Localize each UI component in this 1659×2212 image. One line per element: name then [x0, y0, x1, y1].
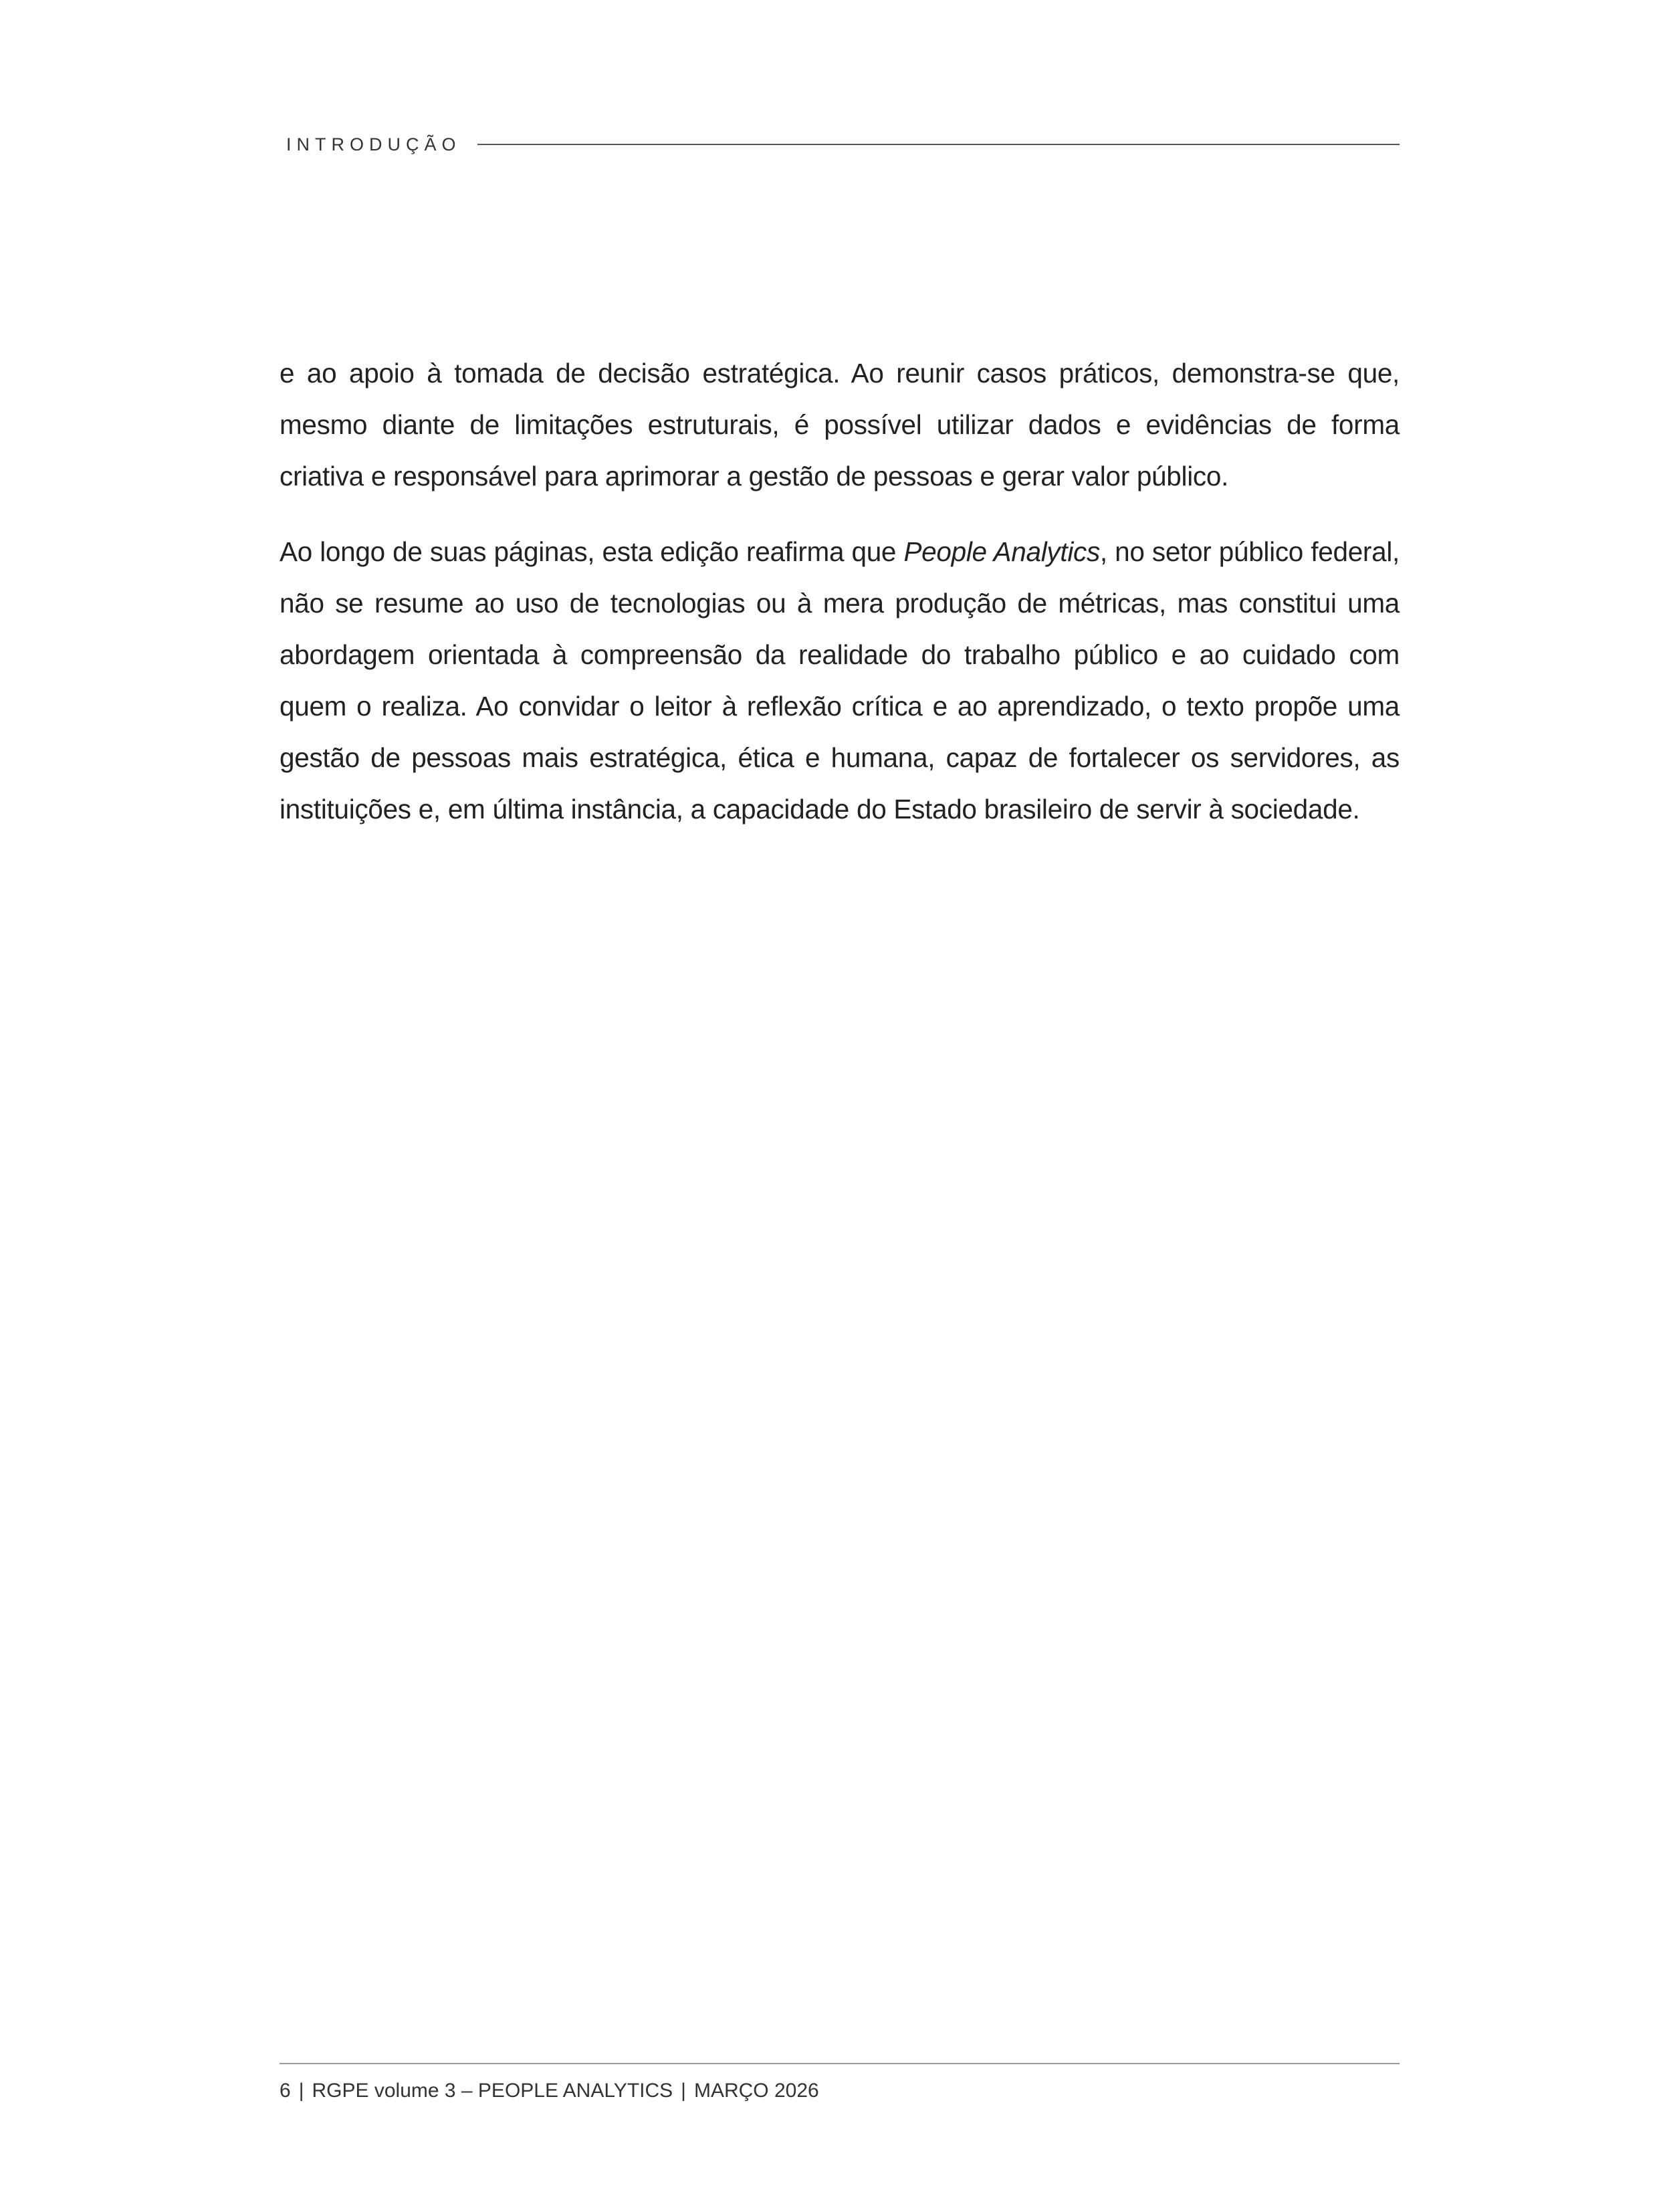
- paragraph-2-start: Ao longo de suas páginas, esta edição reafirma que: [280, 536, 904, 567]
- header-divider: [477, 144, 1400, 145]
- body-text: [280, 348, 1400, 859]
- paragraph-2: [280, 526, 1400, 835]
- page-footer: [280, 2080, 819, 2102]
- footer-divider: [280, 2063, 1400, 2064]
- page-header: [286, 131, 1400, 158]
- page-number: 6: [280, 2080, 291, 2102]
- footer-separator: |: [298, 2080, 304, 2102]
- paragraph-1: e ao apoio à tomada de decisão estratégica. Ao reunir casos práticos, demonstra-se que, mesmo diante de limitações estruturais, é possível utilizar dados e evidências de forma criativa e responsável para aprimorar a gestão de pessoas e gerar valor público.: [280, 358, 1400, 491]
- paragraph-2-emphasis: People Analytics: [903, 536, 1100, 567]
- section-title: INTRODUÇÃO: [286, 134, 461, 154]
- publication-title: RGPE volume 3 – PEOPLE ANALYTICS: [312, 2080, 673, 2102]
- paragraph-2-end: , no setor público federal, não se resume ao uso de tecnologias ou à mera produção de métricas, mas constitui uma abordagem orientada à compreensão da realidade do trabalho público e ao cuidado com quem o realiza. Ao convidar o leitor à reflexão crítica e ao aprendizado, o texto propõe uma gestão de pessoas mais estratégica, ética e humana, capaz de fortalecer os servidores, as instituições e, em última instância, a capacidade do Estado brasileiro de servir à sociedade.: [280, 536, 1400, 824]
- footer-separator: |: [681, 2080, 686, 2102]
- publication-date: MARÇO 2026: [693, 2080, 819, 2102]
